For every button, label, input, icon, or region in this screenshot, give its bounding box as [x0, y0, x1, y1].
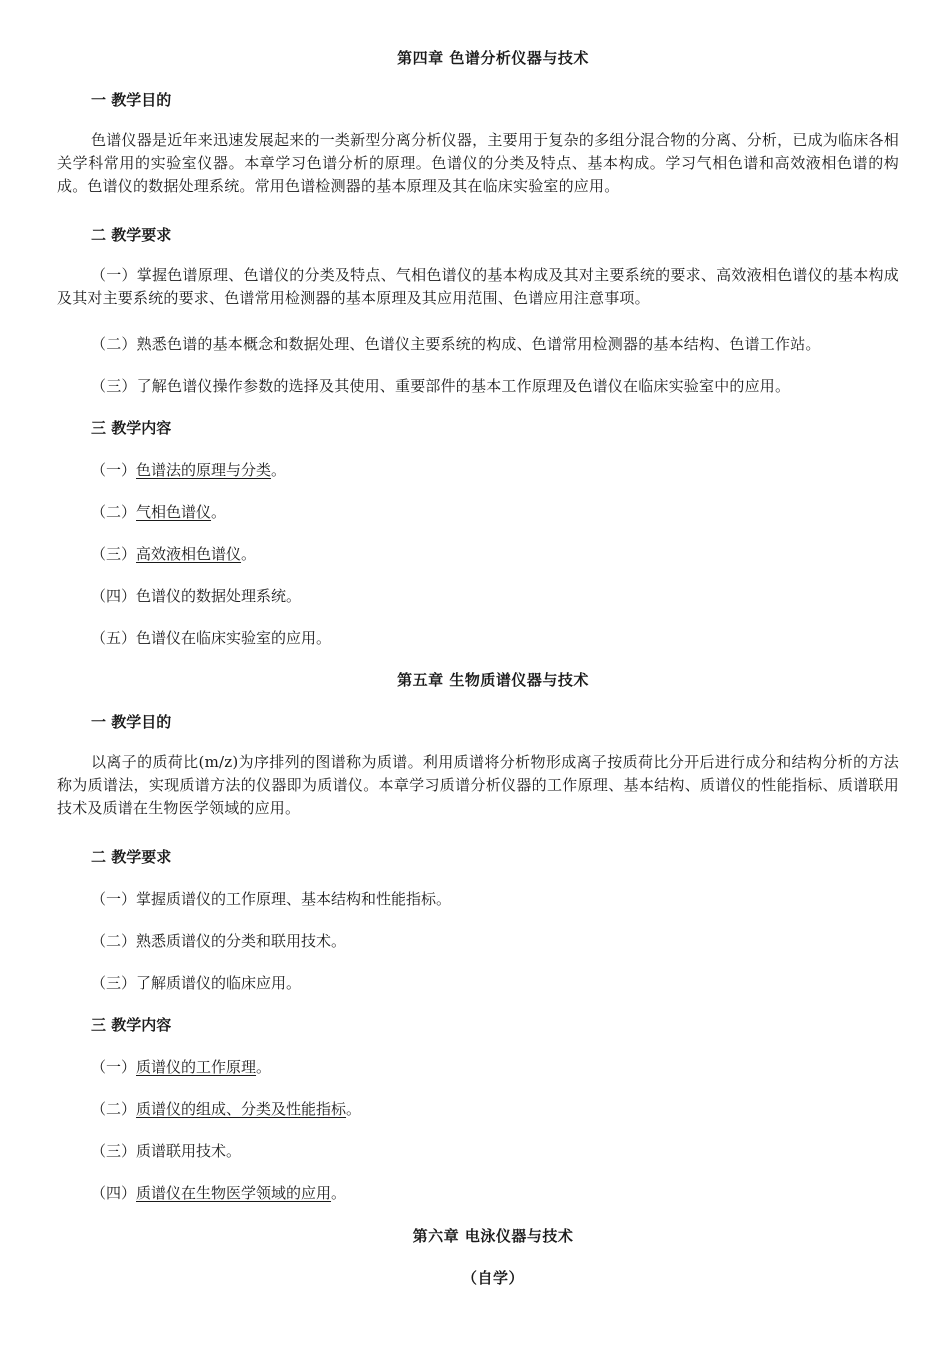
item-prefix: （三） [91, 1142, 137, 1160]
item-suffix: 。 [211, 503, 227, 521]
content-text: 色谱仪在临床实验室的应用 [136, 629, 317, 647]
item-suffix: 。 [256, 1058, 272, 1076]
item-prefix: （一） [91, 461, 137, 479]
content-link[interactable]: 高效液相色谱仪 [136, 545, 242, 563]
item-suffix: 。 [331, 1184, 347, 1202]
chapter-5-content-item [91, 1183, 346, 1203]
item-suffix: 。 [346, 1100, 362, 1118]
item-suffix: 。 [226, 1142, 242, 1160]
chapter-6-title: 第六章 电泳仪器与技术 [412, 1227, 574, 1245]
item-prefix: （二） [91, 503, 137, 521]
item-suffix: 。 [316, 629, 332, 647]
chapter-4-content-item [91, 628, 331, 648]
item-suffix: 。 [241, 545, 257, 563]
content-link[interactable]: 质谱仪的工作原理 [136, 1058, 257, 1076]
chapter-4-content-item [91, 586, 301, 606]
item-prefix: （四） [91, 587, 137, 605]
content-link[interactable]: 气相色谱仪 [136, 503, 212, 521]
chapter-4-requirement-3: （三）了解色谱仪操作参数的选择及其使用、重要部件的基本工作原理及色谱仪在临床实验室中的应用。 [91, 377, 791, 395]
chapter-5-content-item [91, 1099, 361, 1119]
chapter-4-requirement-2: （二）熟悉色谱的基本概念和数据处理、色谱仪主要系统的构成、色谱常用检测器的基本结构、色谱工作站。 [91, 335, 821, 353]
chapter-5-requirements-heading: 二 教学要求 [91, 848, 172, 866]
chapter-4-content-item [91, 460, 286, 480]
content-text: 质谱联用技术 [136, 1142, 227, 1160]
chapter-5-requirement-1: （一）掌握质谱仪的工作原理、基本结构和性能指标。 [91, 890, 452, 908]
content-link[interactable]: 质谱仪的组成、分类及性能指标 [136, 1100, 347, 1118]
chapter-5-goal-heading: 一 教学目的 [91, 713, 172, 731]
chapter-5-content-item [91, 1057, 271, 1077]
item-prefix: （二） [91, 1100, 137, 1118]
chapter-4-content-heading: 三 教学内容 [91, 419, 172, 437]
chapter-5-goal-text: 以离子的质荷比(m/z)为序排列的图谱称为质谱。利用质谱将分析物形成离子按质荷比分开后进行成分和结构分析的方法称为质谱法，实现质谱方法的仪器即为质谱仪。本章学习质谱分析仪器的工作原理、基本结构、质谱仪的性能指标、质谱联用技术及质谱在生物医学领域的应用。 [57, 753, 899, 817]
chapter-5-content-heading: 三 教学内容 [91, 1016, 172, 1034]
item-prefix: （三） [91, 545, 137, 563]
chapter-5-requirement-2: （二）熟悉质谱仪的分类和联用技术。 [91, 932, 347, 950]
content-link[interactable]: 色谱法的原理与分类 [136, 461, 272, 479]
chapter-6-note: （自学） [461, 1269, 524, 1287]
item-suffix: 。 [271, 461, 287, 479]
chapter-4-title: 第四章 色谱分析仪器与技术 [397, 49, 589, 67]
item-prefix: （一） [91, 1058, 137, 1076]
chapter-5-content-item [91, 1141, 241, 1161]
item-suffix: 。 [286, 587, 302, 605]
chapter-4-goal-heading: 一 教学目的 [91, 91, 172, 109]
content-link[interactable]: 质谱仪在生物医学领域的应用 [136, 1184, 332, 1202]
chapter-4-requirement-1: （一）掌握色谱原理、色谱仪的分类及特点、气相色谱仪的基本构成及其对主要系统的要求、高效液相色谱仪的基本构成及其对主要系统的要求、色谱常用检测器的基本原理及其应用范围、色谱应用注意事项。 [57, 266, 899, 307]
chapter-4-goal-text: 色谱仪器是近年来迅速发展起来的一类新型分离分析仪器，主要用于复杂的多组分混合物的分离、分析，已成为临床各相关学科常用的实验室仪器。本章学习色谱分析的原理。色谱仪的分类及特点、基本构成。学习气相色谱和高效液相色谱的构成。色谱仪的数据处理系统。常用色谱检测器的基本原理及其在临床实验室的应用。 [57, 131, 899, 195]
item-prefix: （四） [91, 1184, 137, 1202]
content-text: 色谱仪的数据处理系统 [136, 587, 287, 605]
chapter-4-content-item [91, 544, 256, 564]
chapter-5-title: 第五章 生物质谱仪器与技术 [397, 671, 589, 689]
chapter-4-requirements-heading: 二 教学要求 [91, 226, 172, 244]
chapter-4-content-item [91, 502, 226, 522]
chapter-5-requirement-3: （三）了解质谱仪的临床应用。 [91, 974, 302, 992]
item-prefix: （五） [91, 629, 137, 647]
